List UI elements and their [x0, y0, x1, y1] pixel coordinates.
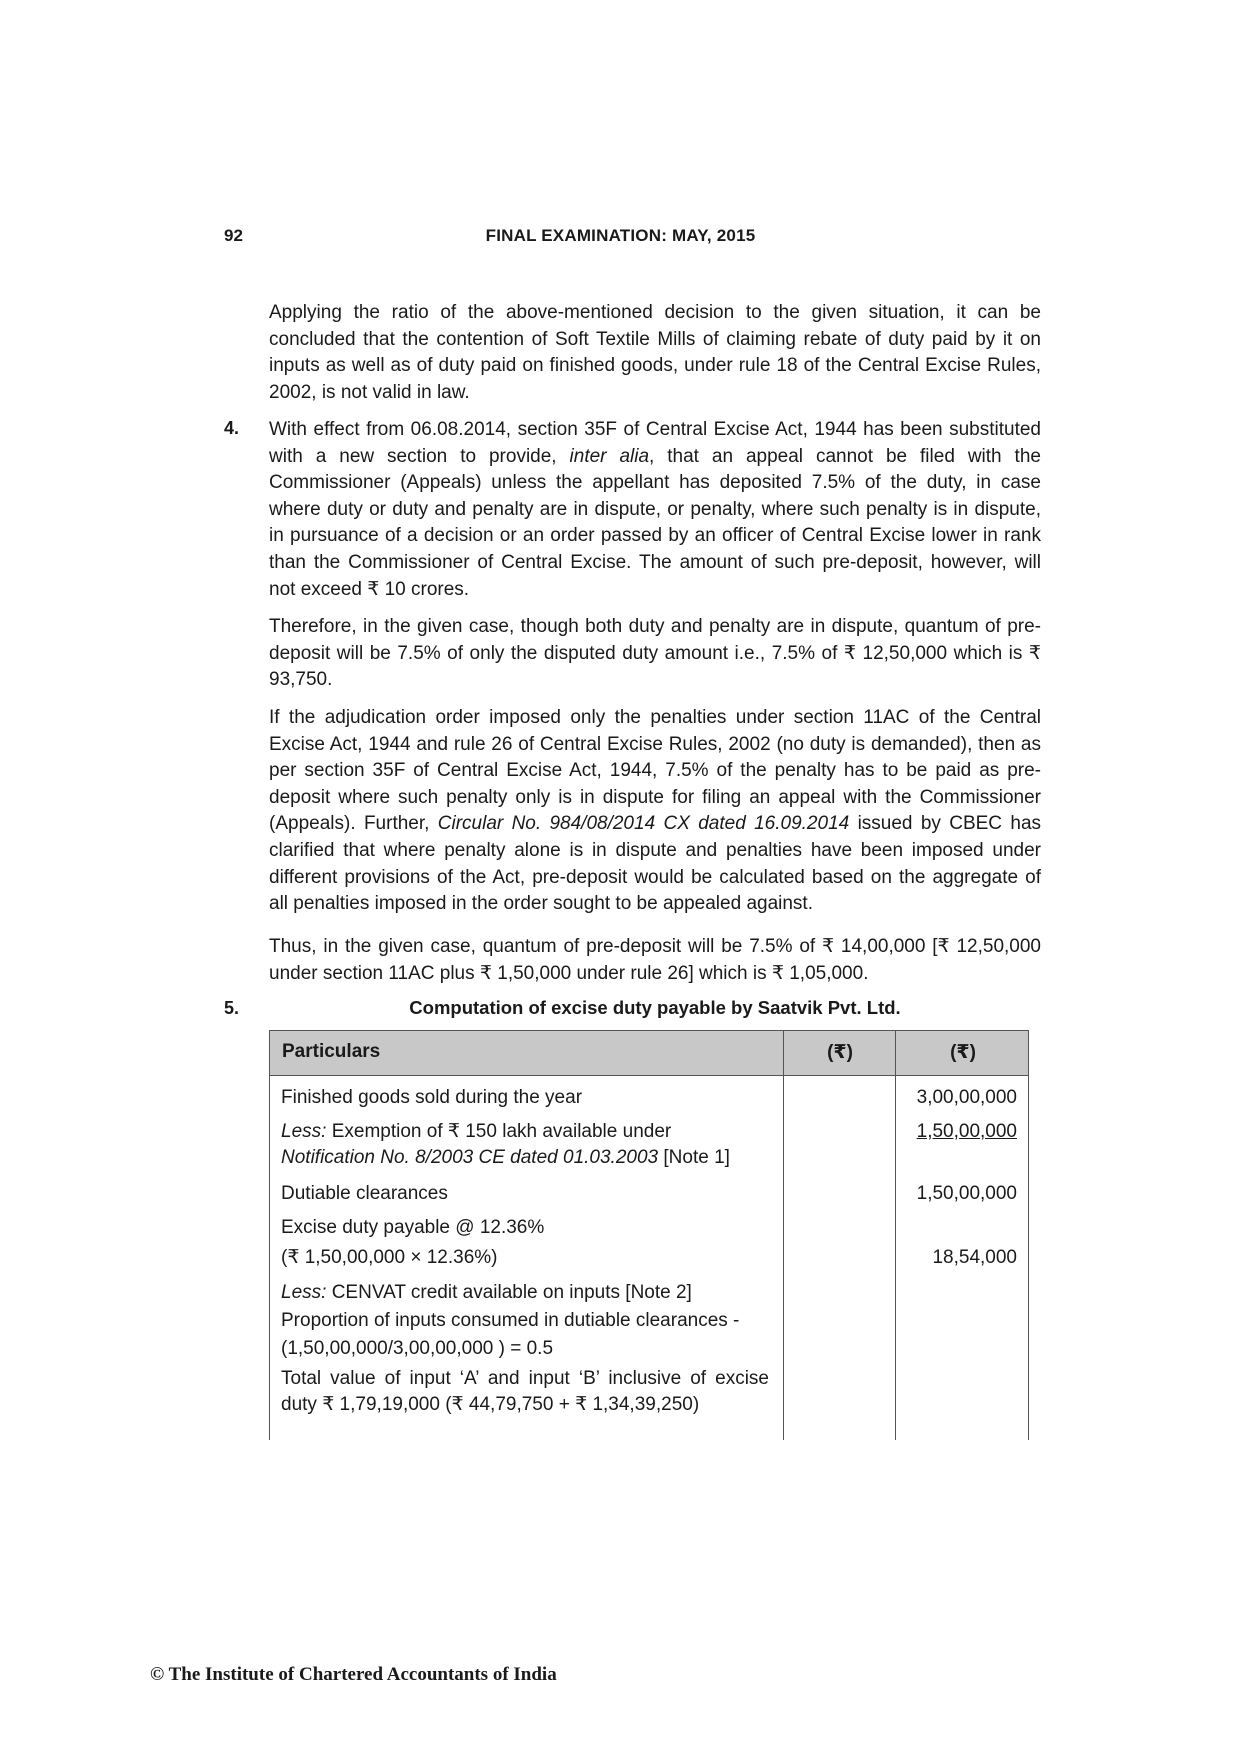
- row-finished-goods: Finished goods sold during the year: [281, 1087, 583, 1108]
- computation-table: [269, 1030, 1029, 1440]
- copyright-footer: © The Institute of Chartered Accountants of India: [150, 1664, 557, 1685]
- table-title: Computation of excise duty payable by Saatvik Pvt. Ltd.: [409, 997, 901, 1018]
- row-excise-duty: Excise duty payable @ 12.36%: [281, 1217, 545, 1238]
- row-excise-calc: (₹ 1,50,00,000 × 12.36%): [281, 1247, 498, 1268]
- table-divider-2: [895, 1030, 896, 1440]
- paragraph-quantum: Thus, in the given case, quantum of pre-deposit will be 7.5% of ₹ 14,00,000 [₹ 12,50,000 under section 11AC plus ₹ 1,50,000 under rule 26] which is ₹ 1,05,000.: [269, 936, 1041, 984]
- paragraph-section-35f: [269, 417, 1041, 603]
- row-dutiable-clearances: Dutiable clearances: [281, 1183, 448, 1204]
- table-divider-1: [783, 1030, 784, 1440]
- row-cenvat-credit: [281, 1280, 769, 1306]
- paragraph-pre-deposit: Therefore, in the given case, though both duty and penalty are in dispute, quantum of pre-deposit will be 7.5% of only the disputed duty amount i.e., 7.5% of ₹ 12,50,000 which is ₹ 93,750.: [269, 616, 1041, 691]
- exam-title: FINAL EXAMINATION: MAY, 2015: [485, 226, 756, 245]
- amount-exemption: 1,50,00,000: [916, 1121, 1017, 1142]
- header-rupee-col1: (₹): [827, 1042, 853, 1063]
- exemption-text: Exemption of ₹ 150 lakh available under: [326, 1121, 672, 1142]
- amount-excise-duty: 18,54,000: [932, 1247, 1017, 1268]
- p4-circular: Circular No. 984/08/2014 CX dated 16.09.2014: [437, 813, 850, 835]
- p4-text-a: If the adjudication order imposed only the penalties under section 11AC of the Central Excise Act, 1944 and rule 26 of Central Excise Rules, 2002 (no duty is demanded), then as per section 35F of Central Excise Act, 1944, 7.5% of the penalty has to be paid as pre-deposit where such penalty only is in dispute for filing an appeal with the Commissioner (Appeals). Further,: [269, 707, 1041, 835]
- page-number: 92: [224, 226, 243, 245]
- amount-dutiable-clearances: 1,50,00,000: [916, 1183, 1017, 1204]
- row-exemption: [281, 1119, 769, 1171]
- table-border-right: [1028, 1030, 1029, 1440]
- p2-italic: inter alia: [569, 445, 650, 467]
- p2-text-b: , that an appeal cannot be filed with the Commissioner (Appeals) unless the appellant has deposited 7.5% of the duty, in case where duty or duty and penalty are in dispute, or penalty, where such penalty is in dispute, in pursuance of a decision or an order passed by an officer of Central Excise lower in rank than the Commissioner of Central Excise. The amount of such pre-deposit, however, will not exceed ₹ 10 crores.: [269, 445, 1041, 600]
- row-proportion: Proportion of inputs consumed in dutiable clearances -: [281, 1310, 740, 1331]
- paragraph-conclusion: Applying the ratio of the above-mentioned decision to the given situation, it can be concluded that the contention of Soft Textile Mills of claiming rebate of duty paid by it on inputs as well as of duty paid on finished goods, under rule 18 of the Central Excise Rules, 2002, is not valid in law.: [269, 302, 1041, 403]
- header-rupee-col2: (₹): [950, 1042, 976, 1063]
- question-number-4: 4.: [224, 418, 240, 438]
- amount-finished-goods: 3,00,00,000: [916, 1087, 1017, 1108]
- less-label-2: Less:: [281, 1282, 327, 1303]
- p4-text-b: issued by CBEC has clarified that where penalty alone is in dispute and penalties have been imposed under different provisions of the Act, pre-deposit would be calculated based on the aggregate of all penalties imposed in the order sought to be appealed against.: [269, 813, 1042, 915]
- note-ref: [Note 1]: [658, 1147, 730, 1168]
- cenvat-text: CENVAT credit available on inputs [Note 2]: [326, 1282, 692, 1303]
- notification-ref: Notification No. 8/2003 CE dated 01.03.2003: [281, 1147, 659, 1168]
- p2-text-a: With effect from 06.08.2014, section 35F of Central Excise Act, 1944 has been substituted with a new section to provide,: [269, 419, 1041, 467]
- paragraph-penalties: [269, 705, 1041, 918]
- row-total-inputs: Total value of input ‘A’ and input ‘B’ inclusive of excise duty ₹ 1,79,19,000 (₹ 44,79,750 + ₹ 1,34,39,250): [281, 1368, 769, 1415]
- less-label: Less:: [281, 1121, 327, 1142]
- question-number-5: 5.: [224, 998, 240, 1018]
- row-proportion-calc: (1,50,00,000/3,00,00,000 ) = 0.5: [281, 1338, 554, 1359]
- table-border-left: [269, 1030, 270, 1440]
- header-particulars: Particulars: [282, 1041, 381, 1062]
- table-header-row: [269, 1030, 1029, 1076]
